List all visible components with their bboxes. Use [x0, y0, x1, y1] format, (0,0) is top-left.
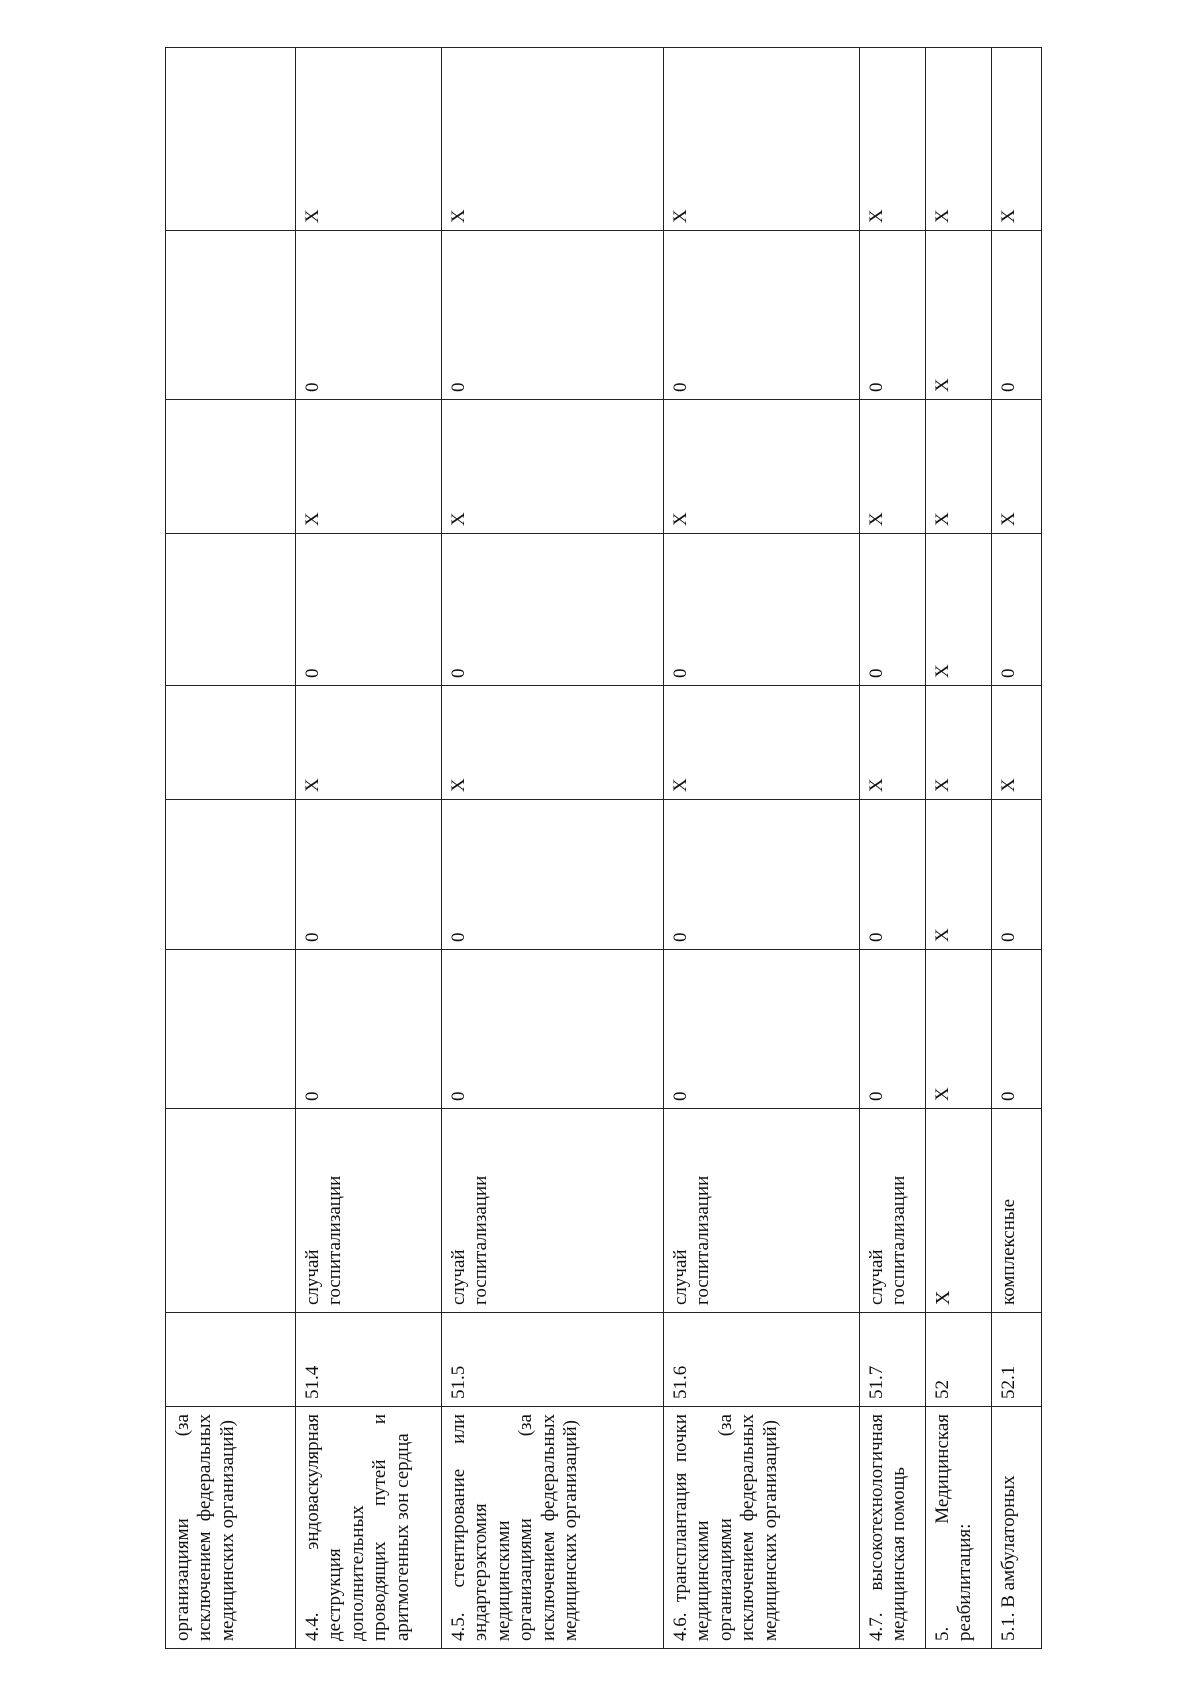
- cell-value: 0: [664, 231, 860, 400]
- cell-value: X: [296, 48, 442, 231]
- table-row: [296, 48, 442, 1649]
- table-row: [166, 48, 296, 1649]
- row-name: 5. Медицинская реабилитация:: [926, 1407, 992, 1649]
- cell-value: 0: [860, 800, 926, 950]
- cell-value: X: [860, 400, 926, 534]
- cell-value: 0: [296, 534, 442, 686]
- cell-value: X: [926, 48, 992, 231]
- cell-value: X: [926, 800, 992, 950]
- cell-value: 0: [860, 534, 926, 686]
- cell-value: 0: [296, 800, 442, 950]
- cell-value: [166, 534, 296, 686]
- cell-value: X: [926, 686, 992, 800]
- cell-value: 0: [860, 950, 926, 1109]
- cell-value: X: [664, 48, 860, 231]
- row-code: 51.4: [296, 1313, 442, 1407]
- table-row: [442, 48, 664, 1649]
- cell-value: 0: [442, 800, 664, 950]
- cell-value: [166, 48, 296, 231]
- cell-value: X: [926, 950, 992, 1109]
- cell-value: 0: [992, 534, 1042, 686]
- cell-value: [166, 400, 296, 534]
- row-name: 4.7. высокотехнологичная медицинская помощь: [860, 1407, 926, 1649]
- cell-value: X: [992, 400, 1042, 534]
- cell-value: X: [664, 686, 860, 800]
- cell-value: X: [442, 686, 664, 800]
- row-unit: случай госпитализации: [860, 1109, 926, 1313]
- cell-value: 0: [442, 534, 664, 686]
- cell-value: X: [442, 48, 664, 231]
- row-name: организациями (за исключением федеральных медицинских организаций): [166, 1407, 296, 1649]
- cell-value: X: [992, 48, 1042, 231]
- cell-value: X: [860, 686, 926, 800]
- cell-value: X: [296, 686, 442, 800]
- cell-value: 0: [296, 231, 442, 400]
- cell-value: X: [296, 400, 442, 534]
- table-row: [860, 48, 926, 1649]
- row-code: 52: [926, 1313, 992, 1407]
- cell-value: X: [926, 400, 992, 534]
- cell-value: 0: [992, 800, 1042, 950]
- cell-value: 0: [664, 534, 860, 686]
- cell-value: 0: [664, 950, 860, 1109]
- row-code: [166, 1313, 296, 1407]
- table-row: [926, 48, 992, 1649]
- cell-value: 0: [992, 950, 1042, 1109]
- cell-value: [166, 800, 296, 950]
- cell-value: 0: [860, 231, 926, 400]
- row-code: 51.5: [442, 1313, 664, 1407]
- row-name: 4.4. эндоваскулярная деструкция дополнительных проводящих путей и аритмогенных зон сердца: [296, 1407, 442, 1649]
- row-unit: комплексные: [992, 1109, 1042, 1313]
- cell-value: 0: [442, 950, 664, 1109]
- cell-value: X: [926, 534, 992, 686]
- cell-value: [166, 950, 296, 1109]
- cell-value: 0: [992, 231, 1042, 400]
- cell-value: X: [442, 400, 664, 534]
- row-code: 51.7: [860, 1313, 926, 1407]
- row-unit: случай госпитализации: [296, 1109, 442, 1313]
- cell-value: [166, 686, 296, 800]
- cell-value: X: [926, 231, 992, 400]
- cell-value: [166, 231, 296, 400]
- row-code: 52.1: [992, 1313, 1042, 1407]
- cell-value: X: [992, 686, 1042, 800]
- table-row: [664, 48, 860, 1649]
- cell-value: X: [860, 48, 926, 231]
- row-unit: случай госпитализации: [442, 1109, 664, 1313]
- row-name: 5.1. В амбулаторных: [992, 1407, 1042, 1649]
- row-unit: случай госпитализации: [664, 1109, 860, 1313]
- cell-value: X: [664, 400, 860, 534]
- data-table: [165, 47, 1042, 1649]
- cell-value: 0: [296, 950, 442, 1109]
- cell-value: 0: [442, 231, 664, 400]
- table-row: [992, 48, 1042, 1649]
- row-name: 4.5. стентирование или эндартерэктомия медицинскими организациями (за исключением федеральных медицинских организаций): [442, 1407, 664, 1649]
- row-unit: [166, 1109, 296, 1313]
- cell-value: 0: [664, 800, 860, 950]
- row-unit: X: [926, 1109, 992, 1313]
- row-code: 51.6: [664, 1313, 860, 1407]
- row-name: 4.6. трансплантация почки медицинскими организациями (за исключением федеральных медицинских организаций): [664, 1407, 860, 1649]
